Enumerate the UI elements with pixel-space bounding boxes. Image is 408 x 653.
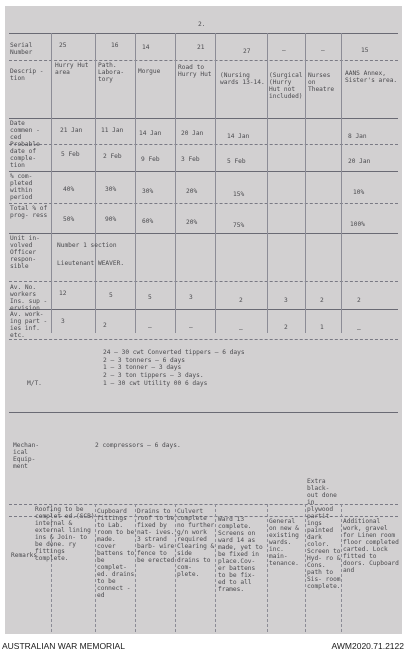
archive-reference: AWM2020.71.2122 bbox=[331, 641, 404, 651]
rule bbox=[9, 60, 398, 61]
rule bbox=[9, 309, 398, 310]
serial-cell: 27 bbox=[243, 48, 251, 55]
serial-cell: – bbox=[321, 47, 325, 54]
remarks-cell: Ward 13 complete. Screens on ward 14 as made, yet to be fixed in place.Cov- er battens to be fix- ed to all frames. bbox=[218, 516, 263, 593]
completion-cell: 9 Feb bbox=[141, 156, 160, 163]
working-party-cell: 3 bbox=[61, 318, 65, 325]
completion-cell: 2 Feb bbox=[103, 153, 122, 160]
transport-line: 1 – 30 cwt Utility 00 6 days bbox=[103, 380, 208, 387]
remarks-cell: Culvert complete no further g/n work required Clearing & side drains to com- plete. bbox=[177, 508, 215, 578]
commenced-cell: 20 Jan bbox=[181, 130, 204, 137]
working-party-cell: – bbox=[239, 326, 243, 333]
remarks-cell: Extra black- out done in plywood partit- ings painted dark color. Screen to Hyd- ro & Cons. path to Sis- room complete. bbox=[307, 478, 341, 590]
column-rule bbox=[305, 504, 306, 632]
supervision-cell: 5 bbox=[148, 294, 152, 301]
description-cell: (Nursing wards 13-14. bbox=[220, 72, 265, 86]
row-label-pct-completed: % com- pleted within period bbox=[10, 173, 33, 201]
working-party-cell: – bbox=[189, 324, 193, 331]
column-rule bbox=[215, 504, 216, 632]
row-label-description: Descrip -tion bbox=[10, 68, 44, 82]
column-rule bbox=[305, 33, 306, 333]
serial-cell: 25 bbox=[59, 42, 67, 49]
row-label-working-party: Av. work- ing part -ies inf. etc. bbox=[10, 311, 48, 339]
row-label-unit: Unit in- volved Officer respon- sible bbox=[10, 235, 40, 270]
column-rule bbox=[95, 504, 96, 632]
row-label-supervision: Av. No. workers Ins. sup -ervision bbox=[10, 284, 48, 312]
transport-line: 2 – 3 ton tippers – 3 days. bbox=[103, 372, 204, 379]
completion-cell: 5 Feb bbox=[61, 151, 80, 158]
serial-cell: 16 bbox=[111, 42, 119, 49]
column-rule bbox=[341, 504, 342, 632]
commenced-cell: 8 Jan bbox=[348, 133, 367, 140]
pct-completed-cell: 20% bbox=[186, 188, 198, 195]
working-party-cell: – bbox=[357, 326, 361, 333]
row-label-remarks: Remarks bbox=[11, 552, 38, 559]
remarks-cell: Cupboard fittings to Lab. room to be made. cover battens to be complet- ed. drains to be connect -ed bbox=[97, 508, 135, 599]
working-party-cell: 2 bbox=[103, 322, 107, 329]
rule bbox=[9, 118, 398, 119]
description-cell: AANS Annex, Sister's area. bbox=[345, 70, 398, 84]
completion-cell: 5 Feb bbox=[227, 158, 246, 165]
description-cell: (Surgical (Hurry Hut not included) bbox=[269, 72, 303, 100]
rule bbox=[9, 233, 398, 234]
column-rule bbox=[95, 33, 96, 333]
row-label-serial: Serial Number bbox=[10, 42, 33, 56]
column-rule bbox=[51, 33, 52, 333]
column-rule bbox=[267, 33, 268, 333]
supervision-cell: 5 bbox=[109, 292, 113, 299]
rule bbox=[9, 339, 398, 340]
commenced-cell: 21 Jan bbox=[60, 127, 83, 134]
row-label-pct-progress: Total % of prog- ress bbox=[10, 205, 48, 219]
supervision-cell: 2 bbox=[320, 297, 324, 304]
commenced-cell: 14 Jan bbox=[227, 133, 250, 140]
column-rule bbox=[341, 33, 342, 333]
serial-cell: 14 bbox=[142, 44, 150, 51]
pct-progress-cell: 60% bbox=[142, 218, 154, 225]
pct-progress-cell: 50% bbox=[63, 216, 75, 223]
rule bbox=[9, 144, 398, 145]
serial-cell: 21 bbox=[197, 44, 205, 51]
row-label-completion: Probable date of comple- tion bbox=[10, 141, 40, 169]
rule bbox=[9, 412, 398, 413]
supervision-cell: 2 bbox=[357, 297, 361, 304]
remarks-cell: General on new & existing wards. inc. main- tenance. bbox=[269, 518, 299, 567]
description-cell: Road to Hurry Hut bbox=[178, 64, 212, 78]
working-party-cell: 1 bbox=[320, 324, 324, 331]
row-label-transport: M/T. bbox=[27, 380, 42, 387]
column-rule bbox=[135, 504, 136, 632]
page-number: 2. bbox=[198, 21, 206, 28]
description-cell: Morgue bbox=[138, 68, 161, 75]
pct-completed-cell: 40% bbox=[63, 186, 75, 193]
completion-cell: 3 Feb bbox=[181, 156, 200, 163]
remarks-cell: Additional work, gravel for Linen room floor completed carted. Lock fitted to doors. Cupboard and bbox=[343, 518, 399, 574]
column-rule bbox=[267, 504, 268, 632]
column-rule bbox=[175, 504, 176, 632]
serial-cell: – bbox=[282, 47, 286, 54]
supervision-cell: 2 bbox=[239, 297, 243, 304]
remarks-cell: Drains to roof to be fixed by nat- ives. 3 strand barb- wire fence to be erected bbox=[137, 508, 175, 564]
rule bbox=[9, 203, 398, 204]
row-label-commenced: Date commen -ced bbox=[10, 120, 40, 141]
pct-completed-cell: 30% bbox=[105, 186, 117, 193]
pct-completed-cell: 10% bbox=[353, 189, 365, 196]
supervision-cell: 3 bbox=[284, 297, 288, 304]
transport-line: 1 – 3 tonner – 3 days bbox=[103, 364, 182, 371]
column-rule bbox=[215, 33, 216, 333]
description-cell: Nurses on Theatre bbox=[308, 72, 335, 93]
unit-section: Number 1 section bbox=[57, 242, 117, 249]
archive-footer bbox=[0, 638, 408, 653]
description-cell: Hurry Hut area bbox=[55, 62, 89, 76]
completion-cell: 20 Jan bbox=[348, 158, 371, 165]
working-party-cell: 2 bbox=[284, 324, 288, 331]
pct-progress-cell: 20% bbox=[186, 219, 198, 226]
working-party-cell: – bbox=[148, 324, 152, 331]
supervision-cell: 3 bbox=[189, 294, 193, 301]
pct-progress-cell: 100% bbox=[350, 221, 365, 228]
pct-progress-cell: 75% bbox=[233, 222, 245, 229]
column-rule bbox=[135, 33, 136, 333]
transport-line: 2 – 3 tonners – 6 days bbox=[103, 357, 185, 364]
commenced-cell: 11 Jan bbox=[101, 127, 124, 134]
rule bbox=[9, 33, 398, 34]
commenced-cell: 14 Jan bbox=[139, 130, 162, 137]
row-label-mechanical: Mechan- ical Equip- ment bbox=[13, 442, 40, 470]
remarks-cell: Roofing to be complet ed.(SCB) internal & external lining ins & Join- to be done. ry fittings complete. bbox=[35, 506, 95, 562]
officer-responsible: Lieutenant WEAVER. bbox=[57, 260, 125, 267]
pct-completed-cell: 15% bbox=[233, 191, 245, 198]
column-rule bbox=[175, 33, 176, 333]
serial-cell: 15 bbox=[361, 47, 369, 54]
rule bbox=[9, 281, 398, 282]
transport-line: 24 – 30 cwt Converted tippers – 6 days bbox=[103, 349, 245, 356]
archive-name: AUSTRALIAN WAR MEMORIAL bbox=[2, 641, 125, 651]
pct-progress-cell: 90% bbox=[105, 216, 117, 223]
rule bbox=[9, 171, 398, 172]
description-cell: Path. Labora- tory bbox=[98, 62, 125, 83]
mechanical-equipment-value: 2 compressors – 6 days. bbox=[95, 442, 181, 449]
supervision-cell: 12 bbox=[59, 290, 67, 297]
pct-completed-cell: 30% bbox=[142, 188, 154, 195]
document-page bbox=[5, 6, 402, 634]
